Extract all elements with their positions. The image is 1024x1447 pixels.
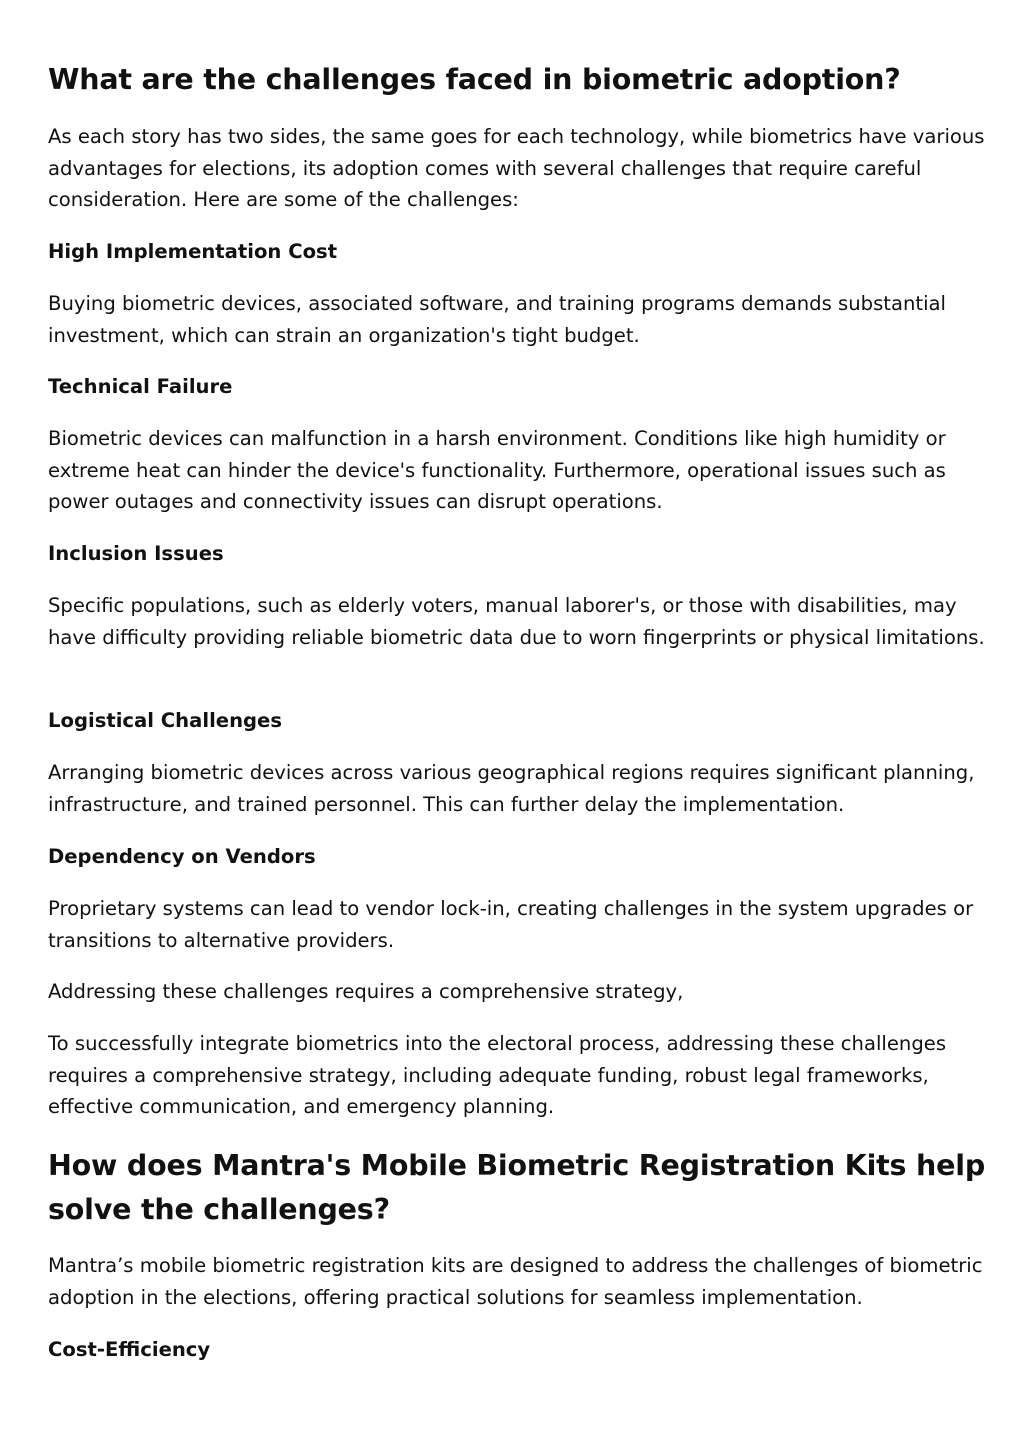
- paragraph-addressing: Addressing these challenges requires a comprehensive strategy,: [48, 980, 684, 1003]
- subheading-technical-failure: Technical Failure: [48, 375, 233, 398]
- paragraph-logistical-challenges: Arranging biometric devices across various geographical regions requires significant planning, infrastructure, and trained personnel. This can further delay the implementation.: [48, 761, 975, 816]
- paragraph-dependency-on-vendors: Proprietary systems can lead to vendor lock-in, creating challenges in the system upgrades or transitions to alternative providers.: [48, 897, 974, 952]
- subheading-high-implementation-cost: High Implementation Cost: [48, 240, 338, 263]
- paragraph-inclusion-issues: Specific populations, such as elderly voters, manual laborer's, or those with disabilities, may have difficulty providing reliable biometric data due to worn fingerprints or physical limitations.: [48, 594, 985, 649]
- paragraph-mantra-intro: Mantra’s mobile biometric registration kits are designed to address the challenges of biometric adoption in the elections, offering practical solutions for seamless implementation.: [48, 1254, 983, 1309]
- subheading-dependency-on-vendors: Dependency on Vendors: [48, 845, 316, 868]
- subheading-inclusion-issues: Inclusion Issues: [48, 542, 224, 565]
- intro-paragraph: As each story has two sides, the same goes for each technology, while biometrics have various advantages for elections, its adoption comes with several challenges that require careful consideration. Here are some of the challenges:: [48, 125, 985, 212]
- section-title-mantra-kits: How does Mantra's Mobile Biometric Registration Kits help solve the challenges?: [48, 1149, 986, 1226]
- subheading-logistical-challenges: Logistical Challenges: [48, 709, 283, 732]
- paragraph-high-implementation-cost: Buying biometric devices, associated software, and training programs demands substantial investment, which can strain an organization's tight budget.: [48, 292, 946, 347]
- subheading-cost-efficiency: Cost-Efficiency: [48, 1338, 211, 1361]
- paragraph-technical-failure: Biometric devices can malfunction in a harsh environment. Conditions like high humidity or extreme heat can hinder the device's functionality. Furthermore, operational issues such as power outages and connectivity issues can disrupt operations.: [48, 427, 946, 514]
- paragraph-conclusion: To successfully integrate biometrics into the electoral process, addressing these challenges requires a comprehensive strategy, including adequate funding, robust legal frameworks, effective communication, and emergency planning.: [48, 1032, 947, 1119]
- section-title-challenges: What are the challenges faced in biometric adoption?: [48, 63, 901, 96]
